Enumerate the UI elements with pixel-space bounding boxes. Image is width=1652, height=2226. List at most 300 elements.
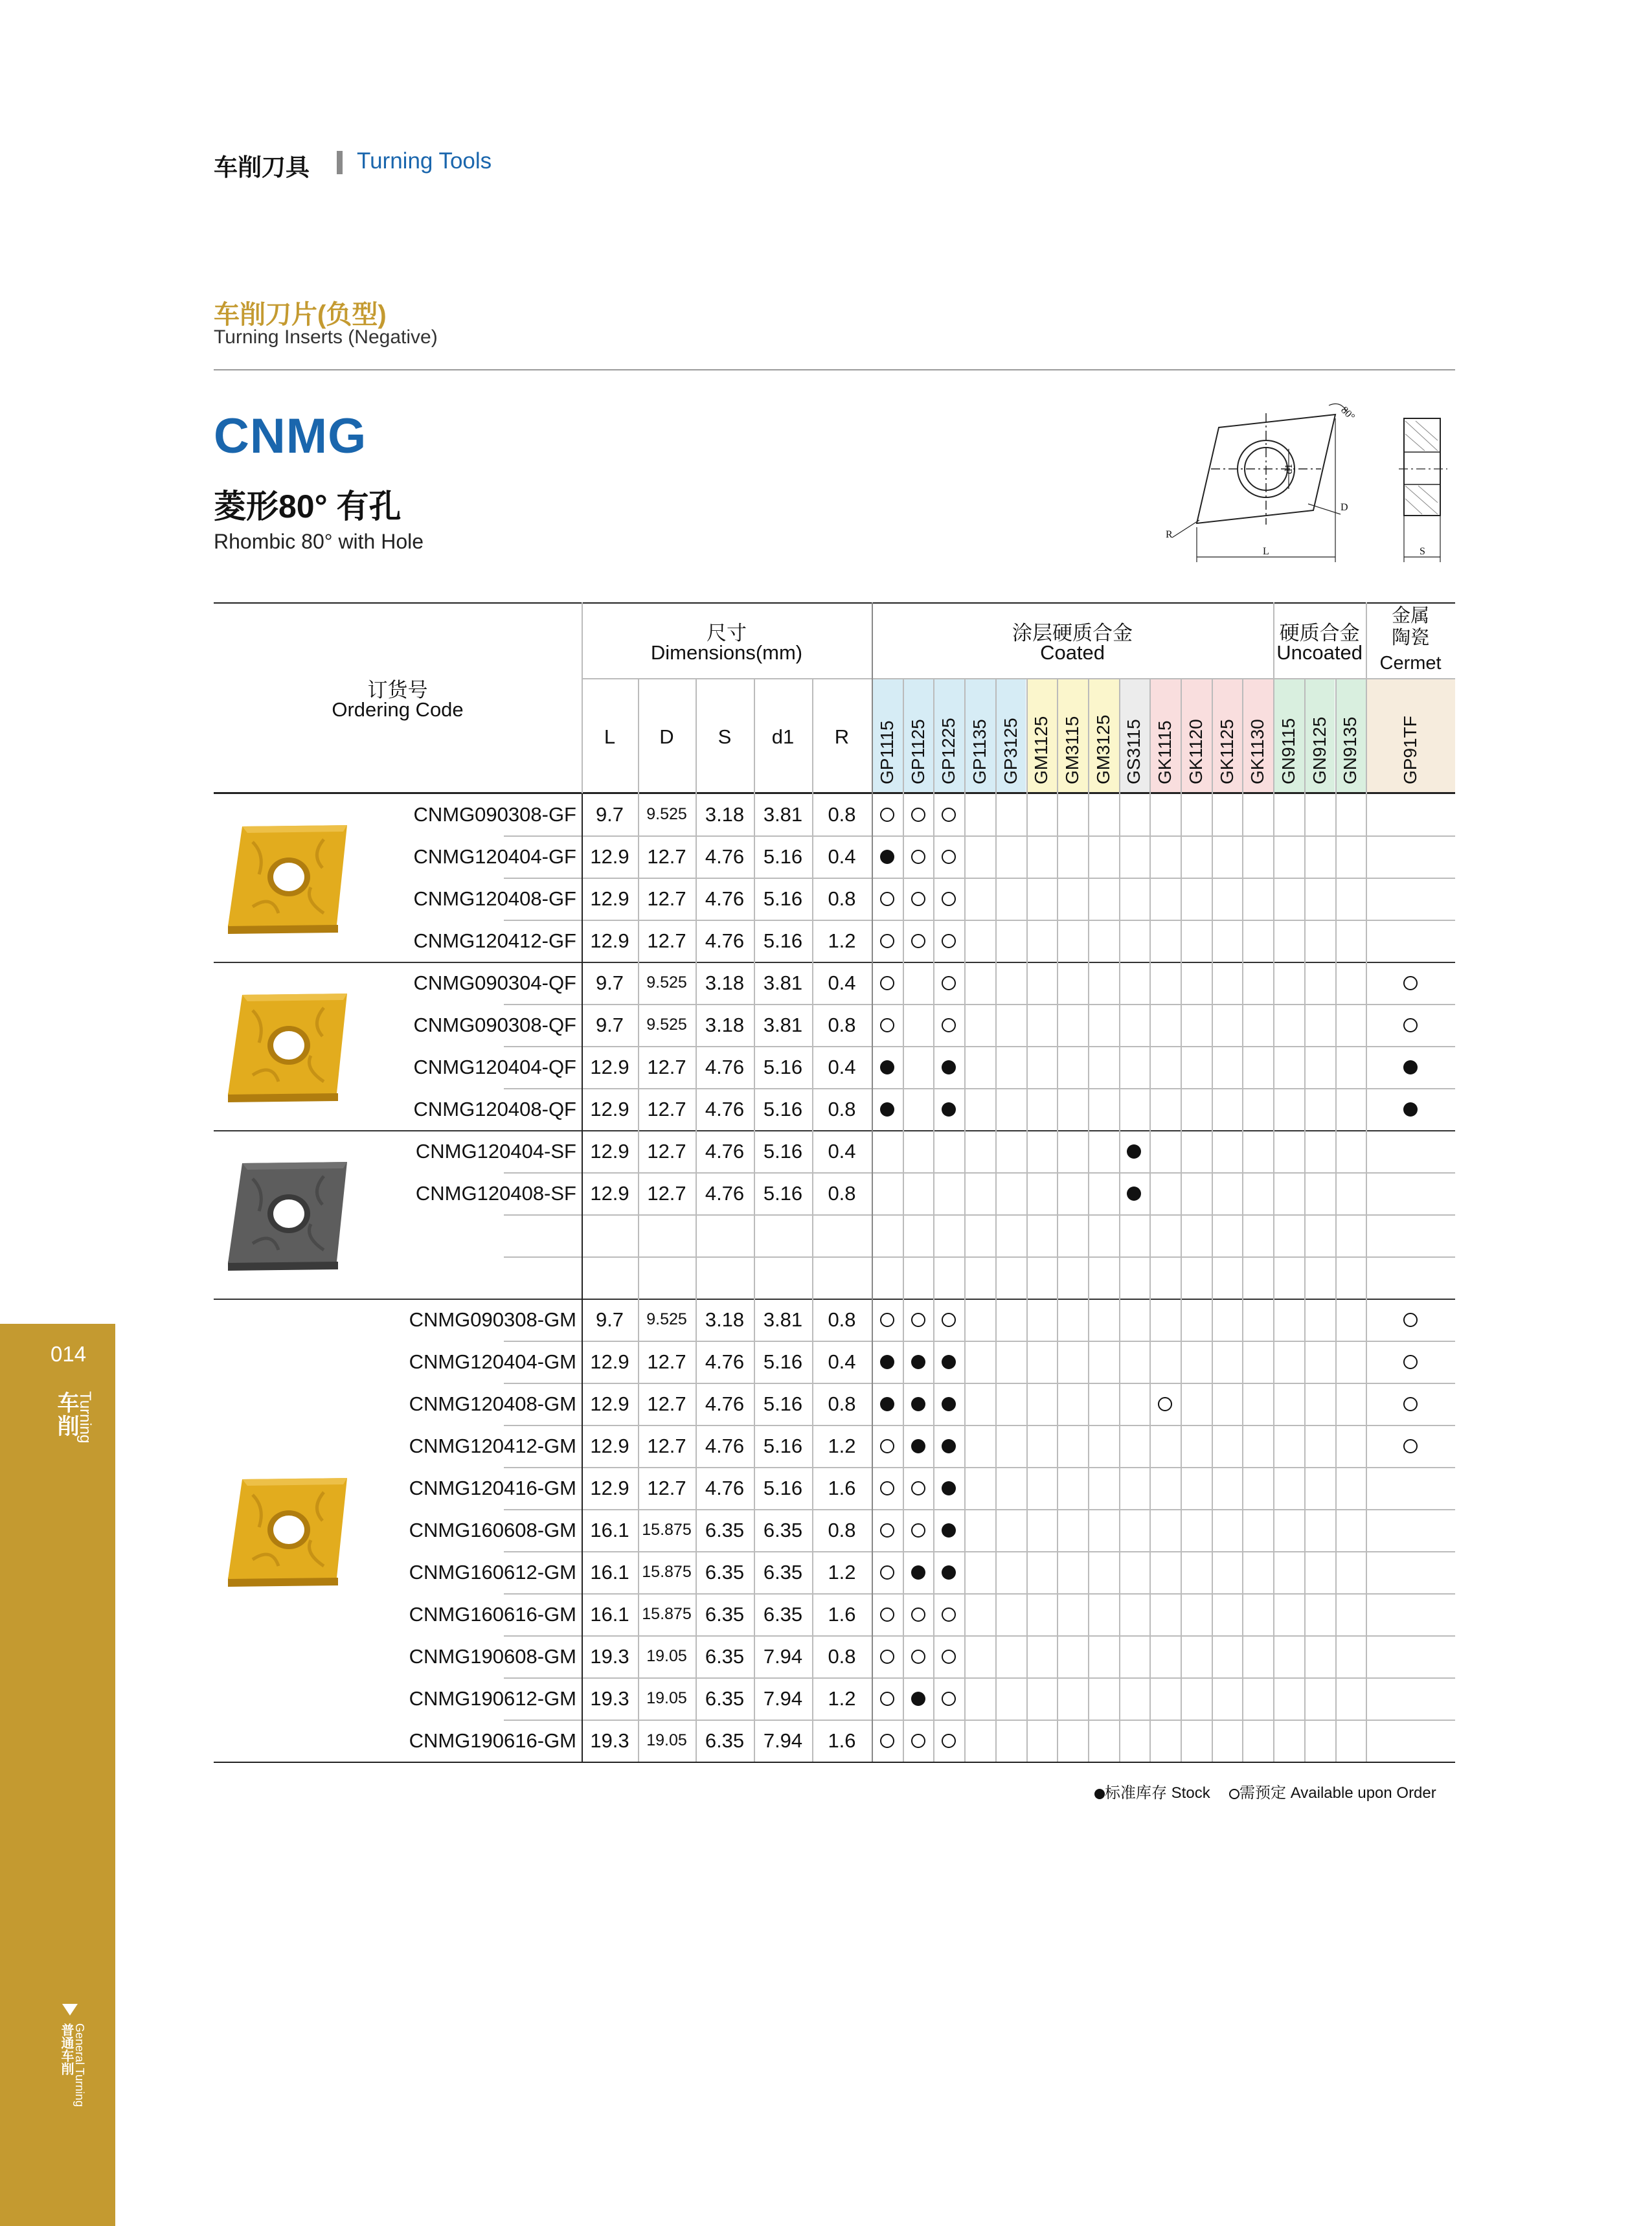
grade-label-gp91tf: GP91TF: [1400, 716, 1421, 784]
stock-dot-icon: [880, 1060, 894, 1074]
dimension-cell-s: 3.18: [705, 1308, 745, 1331]
order-circle-icon: [942, 976, 956, 990]
grade-label-gk1115: GK1115: [1155, 720, 1175, 784]
grade-col-line: [1119, 678, 1120, 793]
row-divider: [504, 1341, 1455, 1342]
dim-col-header: D: [659, 725, 674, 748]
grade-col-line: [933, 678, 934, 793]
dimension-cell-s: 4.76: [705, 1350, 745, 1373]
ordering-code-cell: CNMG120404-GF: [413, 845, 576, 868]
body-col-line: [903, 793, 904, 1762]
dimension-cell-d1: 5.16: [763, 1392, 803, 1415]
row-divider: [504, 1467, 1455, 1468]
stock-dot-icon: [880, 850, 894, 864]
page-number: 014: [51, 1342, 87, 1366]
dimension-cell-r: 0.8: [828, 887, 856, 910]
body-col-line: [638, 793, 639, 1762]
dimension-cell-d: 12.7: [647, 1476, 686, 1499]
dimension-cell-r: 1.6: [828, 1602, 856, 1626]
order-circle-icon: [1403, 976, 1418, 990]
grade-col-line: [1149, 678, 1151, 793]
grade-col-line: [903, 678, 904, 793]
code-col-rule: [582, 793, 583, 1762]
dimension-cell-l: 12.9: [590, 1350, 629, 1373]
ordering-code-cell: CNMG120408-GM: [409, 1392, 576, 1415]
ordering-code-cell: CNMG160608-GM: [409, 1518, 576, 1541]
drawing-L-label: L: [1263, 546, 1269, 557]
stock-dot-icon: [880, 1102, 894, 1117]
dimension-cell-d: 9.525: [646, 804, 687, 823]
order-circle-icon: [1403, 1439, 1418, 1453]
dimension-cell-r: 0.4: [828, 1139, 856, 1163]
dimension-cell-d1: 5.16: [763, 845, 803, 868]
dimension-cell-d: 12.7: [647, 1139, 686, 1163]
stock-dot-icon: [1127, 1144, 1141, 1159]
row-divider: [504, 1172, 1455, 1174]
insert-gf-image: [214, 816, 350, 939]
dimension-cell-d1: 3.81: [763, 1308, 803, 1331]
order-circle-icon: [911, 1313, 925, 1327]
order-circle-icon: [880, 1607, 894, 1622]
dimension-cell-l: 19.3: [590, 1687, 629, 1710]
dimension-cell-d: 12.7: [647, 1434, 686, 1457]
order-circle-icon: [880, 1734, 894, 1748]
ordering-code-cell: CNMG190612-GM: [409, 1687, 576, 1710]
order-circle-icon: [880, 1565, 894, 1580]
order-circle-icon: [911, 1481, 925, 1495]
dimension-cell-d1: 5.16: [763, 929, 803, 952]
dimension-cell-r: 1.2: [828, 1687, 856, 1710]
header-mid-rule: [582, 678, 1455, 679]
ordering-code-cell: CNMG120416-GM: [409, 1476, 576, 1499]
order-circle-icon: [880, 1313, 894, 1327]
dimension-cell-d: 12.7: [647, 929, 686, 952]
row-divider: [504, 1677, 1455, 1679]
dimension-cell-r: 0.8: [828, 1392, 856, 1415]
order-circle-icon: [911, 1650, 925, 1664]
order-circle-icon: [880, 1481, 894, 1495]
ordering-code-cell: CNMG160616-GM: [409, 1602, 576, 1626]
grade-label-gm3115: GM3115: [1062, 716, 1083, 784]
dimension-cell-d: 15.875: [642, 1604, 692, 1623]
grade-label-gn9115: GN9115: [1278, 718, 1298, 784]
dim-col-header: L: [604, 725, 616, 748]
insert-qf-image: [214, 984, 350, 1107]
dimension-cell-l: 12.9: [590, 887, 629, 910]
stock-dot-icon: [911, 1355, 925, 1369]
stock-dot-icon: [911, 1397, 925, 1411]
dimension-cell-d: 19.05: [646, 1646, 687, 1665]
header-category-zh: 车削刀具: [214, 154, 310, 181]
stock-dot-icon: [942, 1397, 956, 1411]
grade-label-gp1125: GP1125: [907, 719, 928, 784]
ordering-code-header-zh: 订货号: [367, 679, 428, 701]
stock-dot-icon: [1094, 1789, 1105, 1799]
row-divider: [504, 1509, 1455, 1510]
stock-dot-icon: [942, 1523, 956, 1538]
ordering-code-cell: CNMG120408-GF: [413, 887, 576, 910]
order-circle-icon: [880, 1692, 894, 1706]
dimension-cell-l: 16.1: [590, 1560, 629, 1584]
dimension-cell-d1: 3.81: [763, 802, 803, 826]
grade-col-line: [1057, 678, 1058, 793]
row-divider: [504, 920, 1455, 921]
insert-sf-image: [214, 1153, 350, 1276]
ordering-code-cell: CNMG090304-QF: [413, 971, 576, 994]
dimension-cell-s: 6.35: [705, 1518, 745, 1541]
dimension-cell-l: 12.9: [590, 1181, 629, 1205]
dimensions-header-en: Dimensions(mm): [650, 641, 803, 664]
dimension-cell-d1: 5.16: [763, 1055, 803, 1078]
dimension-cell-s: 6.35: [705, 1687, 745, 1710]
drawing-d1-label: d1: [1284, 464, 1295, 474]
row-divider: [504, 835, 1455, 837]
dimension-cell-l: 16.1: [590, 1602, 629, 1626]
row-divider: [504, 1088, 1455, 1089]
body-col-line: [933, 793, 934, 1762]
order-circle-icon: [911, 934, 925, 948]
dimension-cell-s: 3.18: [705, 1013, 745, 1036]
order-circle-icon: [911, 808, 925, 822]
dimension-cell-l: 9.7: [595, 802, 624, 826]
section-title-en: Turning Inserts (Negative): [214, 326, 438, 348]
insert-gm-image: [214, 1469, 350, 1592]
stock-dot-icon: [1127, 1187, 1141, 1201]
order-circle-icon: [1403, 1397, 1418, 1411]
grade-label-gk1125: GK1125: [1216, 719, 1237, 784]
dimension-cell-d1: 7.94: [763, 1644, 803, 1668]
dim-col-header: S: [718, 725, 732, 748]
dimension-cell-d1: 6.35: [763, 1518, 803, 1541]
group-divider: [214, 1130, 1455, 1131]
dimension-cell-l: 12.9: [590, 1434, 629, 1457]
product-model: CNMG: [214, 409, 367, 464]
side-tab-arrow-icon: [62, 2004, 78, 2016]
dimension-cell-d1: 6.35: [763, 1602, 803, 1626]
dimension-cell-r: 0.8: [828, 1013, 856, 1036]
order-circle-icon: [942, 1650, 956, 1664]
dimension-cell-s: 6.35: [705, 1729, 745, 1752]
order-circle-icon: [942, 1313, 956, 1327]
dimension-cell-r: 1.6: [828, 1729, 856, 1752]
insert-technical-drawing: [1159, 387, 1457, 575]
dimension-cell-d1: 5.16: [763, 1350, 803, 1373]
grade-label-gn9135: GN9135: [1340, 716, 1361, 784]
order-circle-icon: [942, 850, 956, 864]
side-tab-bottom-en: General Turning: [73, 2023, 86, 2107]
row-divider: [504, 1551, 1455, 1552]
dimension-cell-l: 12.9: [590, 929, 629, 952]
order-circle-icon: [942, 1018, 956, 1032]
row-divider: [504, 1383, 1455, 1384]
ordering-code-cell: CNMG160612-GM: [409, 1560, 576, 1584]
dimension-cell-d: 9.525: [646, 1310, 687, 1328]
legend-stock: 标准库存 Stock: [1105, 1784, 1210, 1802]
dimension-cell-l: 19.3: [590, 1729, 629, 1752]
grade-col-line: [1242, 678, 1243, 793]
order-circle-icon: [911, 1523, 925, 1538]
dimension-cell-r: 0.4: [828, 971, 856, 994]
stock-dot-icon: [1403, 1102, 1418, 1117]
body-col-line: [1088, 793, 1089, 1762]
drawing-S-label: S: [1420, 546, 1425, 557]
dimension-cell-l: 12.9: [590, 1055, 629, 1078]
order-circle-icon: [1229, 1789, 1239, 1799]
dimension-cell-l: 16.1: [590, 1518, 629, 1541]
dimension-cell-s: 4.76: [705, 1139, 745, 1163]
side-tab-label-en: Turning: [76, 1391, 94, 1444]
grade-label-gp1115: GP1115: [876, 720, 897, 784]
order-circle-icon: [911, 1734, 925, 1748]
table-top-rule: [214, 602, 1455, 604]
body-col-line: [964, 793, 966, 1762]
dimension-cell-s: 4.76: [705, 887, 745, 910]
dimension-cell-l: 9.7: [595, 971, 624, 994]
dimension-cell-l: 9.7: [595, 1308, 624, 1331]
product-shape-en: Rhombic 80° with Hole: [214, 530, 424, 553]
order-circle-icon: [942, 808, 956, 822]
dimension-cell-s: 4.76: [705, 1097, 745, 1120]
grade-label-gk1130: GK1130: [1247, 719, 1268, 784]
grade-col-line: [1181, 678, 1182, 793]
dimension-cell-d1: 3.81: [763, 971, 803, 994]
dimension-cell-l: 12.9: [590, 1392, 629, 1415]
order-circle-icon: [880, 1018, 894, 1032]
grade-label-gk1120: GK1120: [1185, 719, 1206, 784]
dimension-cell-r: 0.4: [828, 1055, 856, 1078]
ordering-code-cell: CNMG090308-QF: [413, 1013, 576, 1036]
ordering-code-cell: CNMG120404-SF: [415, 1139, 576, 1163]
dimension-cell-l: 19.3: [590, 1644, 629, 1668]
row-divider: [504, 1635, 1455, 1637]
product-table: [214, 602, 1455, 1768]
order-circle-icon: [880, 976, 894, 990]
product-shape-zh: 菱形80° 有孔: [214, 488, 402, 525]
order-circle-icon: [1403, 1313, 1418, 1327]
dimension-cell-r: 0.8: [828, 1097, 856, 1120]
dimension-cell-d: 12.7: [647, 1181, 686, 1205]
order-circle-icon: [880, 934, 894, 948]
row-divider: [504, 1425, 1455, 1426]
ordering-code-cell: CNMG120408-QF: [413, 1097, 576, 1120]
order-circle-icon: [911, 1607, 925, 1622]
dimension-cell-l: 12.9: [590, 1476, 629, 1499]
dimension-cell-s: 3.18: [705, 971, 745, 994]
body-col-line: [1212, 793, 1213, 1762]
order-circle-icon: [942, 1607, 956, 1622]
grade-label-gp1225: GP1225: [938, 718, 959, 784]
dimension-cell-r: 0.8: [828, 1644, 856, 1668]
dimension-cell-l: 12.9: [590, 845, 629, 868]
drawing-D-label: D: [1341, 502, 1348, 513]
dimension-cell-d: 15.875: [642, 1520, 692, 1539]
dimension-cell-l: 12.9: [590, 1097, 629, 1120]
legend-order: 需预定 Available upon Order: [1239, 1784, 1436, 1802]
grade-label-gp3125: GP3125: [1000, 718, 1021, 784]
dim-col-header: R: [834, 725, 850, 748]
body-col-line: [995, 793, 997, 1762]
grade-label-gn9125: GN9125: [1309, 716, 1330, 784]
grade-col-line: [1088, 678, 1089, 793]
header-category-en: Turning Tools: [357, 148, 492, 174]
order-circle-icon: [880, 1523, 894, 1538]
grade-label-gm3125: GM3125: [1092, 714, 1113, 784]
dimension-cell-r: 1.6: [828, 1476, 856, 1499]
stock-dot-icon: [942, 1439, 956, 1453]
stock-dot-icon: [1403, 1060, 1418, 1074]
dimension-cell-s: 6.35: [705, 1560, 745, 1584]
group-header-zh: 涂层硬质合金: [1012, 622, 1133, 644]
ordering-code-cell: CNMG120412-GF: [413, 929, 576, 952]
stock-dot-icon: [911, 1565, 925, 1580]
dimension-cell-d: 12.7: [647, 1350, 686, 1373]
order-circle-icon: [911, 850, 925, 864]
order-circle-icon: [942, 892, 956, 906]
dimension-cell-d1: 5.16: [763, 887, 803, 910]
dimension-cell-r: 0.8: [828, 1181, 856, 1205]
dimension-cell-d: 12.7: [647, 887, 686, 910]
dimension-cell-d: 12.7: [647, 845, 686, 868]
row-divider: [504, 1004, 1455, 1005]
grade-col-line: [995, 678, 997, 793]
ordering-code-header-en: Ordering Code: [332, 698, 464, 721]
stock-dot-icon: [942, 1060, 956, 1074]
grades-col-rule: [872, 602, 873, 1762]
group-header-en: Coated: [1040, 641, 1105, 664]
dimension-cell-d1: 5.16: [763, 1476, 803, 1499]
row-divider: [504, 1046, 1455, 1047]
stock-dot-icon: [942, 1102, 956, 1117]
stock-dot-icon: [942, 1565, 956, 1580]
dimension-cell-s: 4.76: [705, 1392, 745, 1415]
dimension-cell-s: 4.76: [705, 1434, 745, 1457]
stock-dot-icon: [942, 1355, 956, 1369]
ordering-code-cell: CNMG120412-GM: [409, 1434, 576, 1457]
dimension-cell-s: 4.76: [705, 929, 745, 952]
grade-label-gp1135: GP1135: [969, 719, 990, 784]
dimension-cell-d: 12.7: [647, 1097, 686, 1120]
body-col-line: [1181, 793, 1182, 1762]
body-col-line: [1119, 793, 1120, 1762]
body-col-line: [1026, 793, 1028, 1762]
dimension-cell-d: 12.7: [647, 1055, 686, 1078]
dimension-cell-r: 1.2: [828, 1434, 856, 1457]
dimension-cell-l: 9.7: [595, 1013, 624, 1036]
order-circle-icon: [942, 1692, 956, 1706]
body-col-line: [1335, 793, 1337, 1762]
header-divider: [337, 151, 343, 174]
dimension-cell-r: 0.4: [828, 1350, 856, 1373]
dim-col-header: d1: [771, 725, 795, 748]
dimension-cell-d: 12.7: [647, 1392, 686, 1415]
side-tab-bottom-zh: 普通车削: [59, 2023, 73, 2075]
section-title-zh: 车削刀片(负型): [214, 301, 387, 329]
body-col-line: [1273, 793, 1274, 1762]
dimension-cell-r: 0.4: [828, 845, 856, 868]
order-circle-icon: [942, 1734, 956, 1748]
grade-col-line: [1212, 678, 1213, 793]
side-tab: [0, 1324, 115, 2226]
dimension-cell-d1: 6.35: [763, 1560, 803, 1584]
ordering-code-cell: CNMG190616-GM: [409, 1729, 576, 1752]
side-tab-label-zh: 车削: [54, 1391, 78, 1438]
dimension-cell-d: 9.525: [646, 1015, 687, 1034]
dimension-cell-s: 4.76: [705, 1055, 745, 1078]
dimension-cell-d1: 5.16: [763, 1434, 803, 1457]
body-col-line: [1149, 793, 1151, 1762]
dimension-cell-s: 6.35: [705, 1644, 745, 1668]
order-circle-icon: [942, 934, 956, 948]
dimensions-header-zh: 尺寸: [707, 622, 747, 644]
row-divider: [504, 878, 1455, 879]
ordering-code-cell: CNMG120404-QF: [413, 1055, 576, 1078]
order-circle-icon: [911, 892, 925, 906]
group-header-zh: 硬质合金: [1279, 622, 1360, 644]
grade-col-line: [1335, 678, 1337, 793]
dimension-cell-d: 9.525: [646, 973, 687, 992]
drawing-angle-label: 80°: [1339, 404, 1357, 423]
ordering-code-cell: CNMG120404-GM: [409, 1350, 576, 1373]
dimension-cell-r: 0.8: [828, 1308, 856, 1331]
dimension-cell-d1: 3.81: [763, 1013, 803, 1036]
section-rule: [214, 369, 1455, 370]
dimension-cell-r: 0.8: [828, 1518, 856, 1541]
order-circle-icon: [1158, 1397, 1172, 1411]
group-divider: [214, 962, 1455, 963]
body-col-line: [754, 793, 755, 1762]
dimension-cell-d1: 5.16: [763, 1139, 803, 1163]
dimension-cell-r: 0.8: [828, 802, 856, 826]
header-bottom-rule: [214, 792, 1455, 794]
body-col-line: [1057, 793, 1058, 1762]
order-circle-icon: [1403, 1018, 1418, 1032]
body-col-line: [1242, 793, 1243, 1762]
dimension-cell-s: 4.76: [705, 845, 745, 868]
ordering-code-cell: CNMG190608-GM: [409, 1644, 576, 1668]
dimension-cell-d1: 7.94: [763, 1729, 803, 1752]
header-col-line: [1366, 602, 1367, 793]
group-header-zh: 金属陶瓷: [1392, 606, 1430, 648]
row-divider: [504, 1214, 1455, 1216]
order-circle-icon: [1403, 1355, 1418, 1369]
stock-dot-icon: [911, 1692, 925, 1706]
body-col-line: [1304, 793, 1306, 1762]
group-divider: [214, 1299, 1455, 1300]
grade-col-line: [1304, 678, 1306, 793]
ordering-code-cell: CNMG090308-GM: [409, 1308, 576, 1331]
group-header-en: Cermet: [1379, 653, 1442, 674]
row-divider: [504, 1256, 1455, 1258]
grade-label-gm1125: GM1125: [1031, 716, 1052, 784]
ordering-code-cell: CNMG090308-GF: [413, 802, 576, 826]
dimension-cell-r: 1.2: [828, 1560, 856, 1584]
grade-col-line: [1026, 678, 1028, 793]
grade-label-gs3115: GS3115: [1124, 719, 1144, 784]
row-divider: [504, 1593, 1455, 1595]
stock-dot-icon: [942, 1481, 956, 1495]
dimension-cell-s: 4.76: [705, 1476, 745, 1499]
order-circle-icon: [880, 1650, 894, 1664]
dimension-cell-s: 3.18: [705, 802, 745, 826]
legend: [1094, 1780, 1436, 1802]
table-bottom-rule: [214, 1762, 1455, 1763]
dimension-cell-d: 15.875: [642, 1562, 692, 1581]
order-circle-icon: [880, 1439, 894, 1453]
drawing-R-label: R: [1166, 529, 1173, 540]
body-col-line: [812, 793, 813, 1762]
order-circle-icon: [880, 808, 894, 822]
row-divider: [504, 1720, 1455, 1721]
